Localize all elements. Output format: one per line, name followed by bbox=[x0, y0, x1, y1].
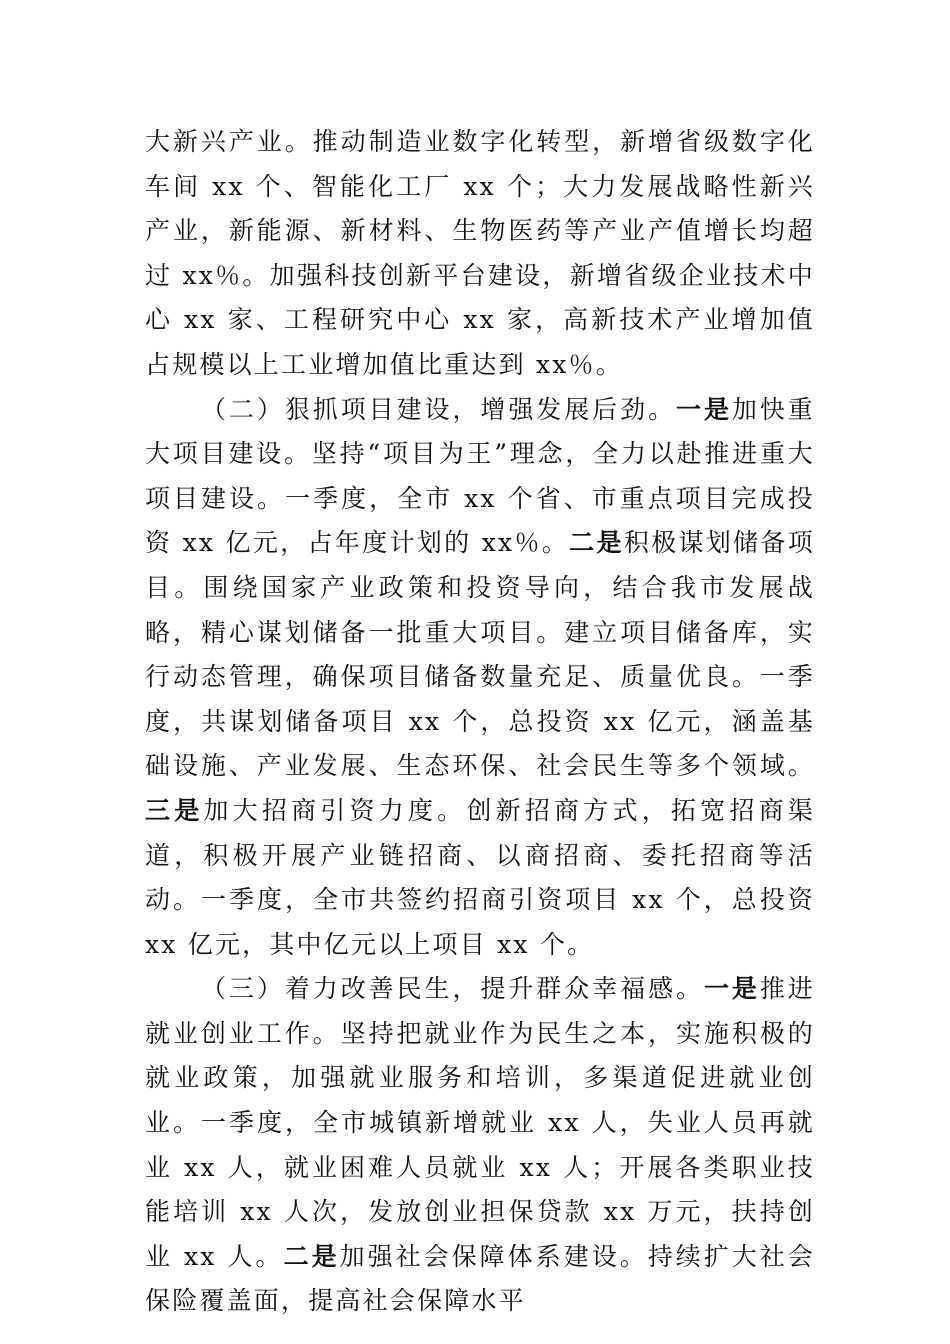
paragraph-text: 加大招商引资力度。创新招商方式，拓宽招商渠道，积极开展产业链招商、以商招商、委托招商等活动。一季度，全市共签约招商引资项目 xx 个，总投资 xx 亿元，其中亿元以上项目 xx 个。 bbox=[145, 795, 815, 959]
paragraph-industry-upgrade bbox=[145, 120, 815, 388]
paragraph-text: 加强社会保障体系建设。持续扩大社会保险覆盖面，提高社会保障水平 bbox=[145, 1241, 815, 1316]
section-heading-3: （三）着力改善民生，提升群众幸福感。 bbox=[201, 974, 704, 1004]
paragraph-text: 推进就业创业工作。坚持把就业作为民生之本，实施积极的就业政策，加强就业服务和培训，多渠道促进就业创业。一季度，全市城镇新增就业 xx 人，失业人员再就业 xx 人，就业困难人员就业 xx 人；开展各类职业技能培训 xx 人次，发放创业担保贷款 xx 万元，扶持创业 xx 人。 bbox=[145, 974, 816, 1271]
bold-marker-second: 二是 bbox=[283, 1241, 340, 1271]
paragraph-text: 积极谋划储备项目。围绕国家产业政策和投资导向，结合我市发展战略，精心谋划储备一批重大项目。建立项目储备库，实行动态管理，确保项目储备数量充足、质量优良。一季度，共谋划储备项目 xx 个，总投资 xx 亿元，涵盖基础设施、产业发展、生态环保、社会民生等多个领域。 bbox=[145, 528, 815, 781]
paragraph-project-construction bbox=[145, 388, 815, 968]
bold-marker-first: 一是 bbox=[703, 974, 760, 1004]
paragraph-text: 大新兴产业。推动制造业数字化转型，新增省级数字化车间 xx 个、智能化工厂 xx 个；大力发展战略性新兴产业，新能源、新材料、生物医药等产业产值增长均超过 xx％。加强科技创新平台建设，新增省级企业技术中心 xx 家、工程研究中心 xx 家，高新技术产业增加值占规模以上工业增加值比重达到 xx％。 bbox=[145, 127, 815, 379]
bold-marker-third: 三是 bbox=[145, 795, 204, 825]
paragraph-livelihood bbox=[145, 967, 815, 1324]
bold-marker-second: 二是 bbox=[569, 528, 624, 558]
document-body bbox=[145, 120, 815, 1324]
section-heading-2: （二）狠抓项目建设，增强发展后劲。 bbox=[201, 394, 677, 424]
paragraph-text: 加快重大项目建设。坚持“项目为王”理念，全力以赴推进重大项目建设。一季度，全市 xx 个省、市重点项目完成投资 xx 亿元，占年度计划的 xx％。 bbox=[145, 394, 815, 558]
bold-marker-first: 一是 bbox=[676, 394, 732, 424]
